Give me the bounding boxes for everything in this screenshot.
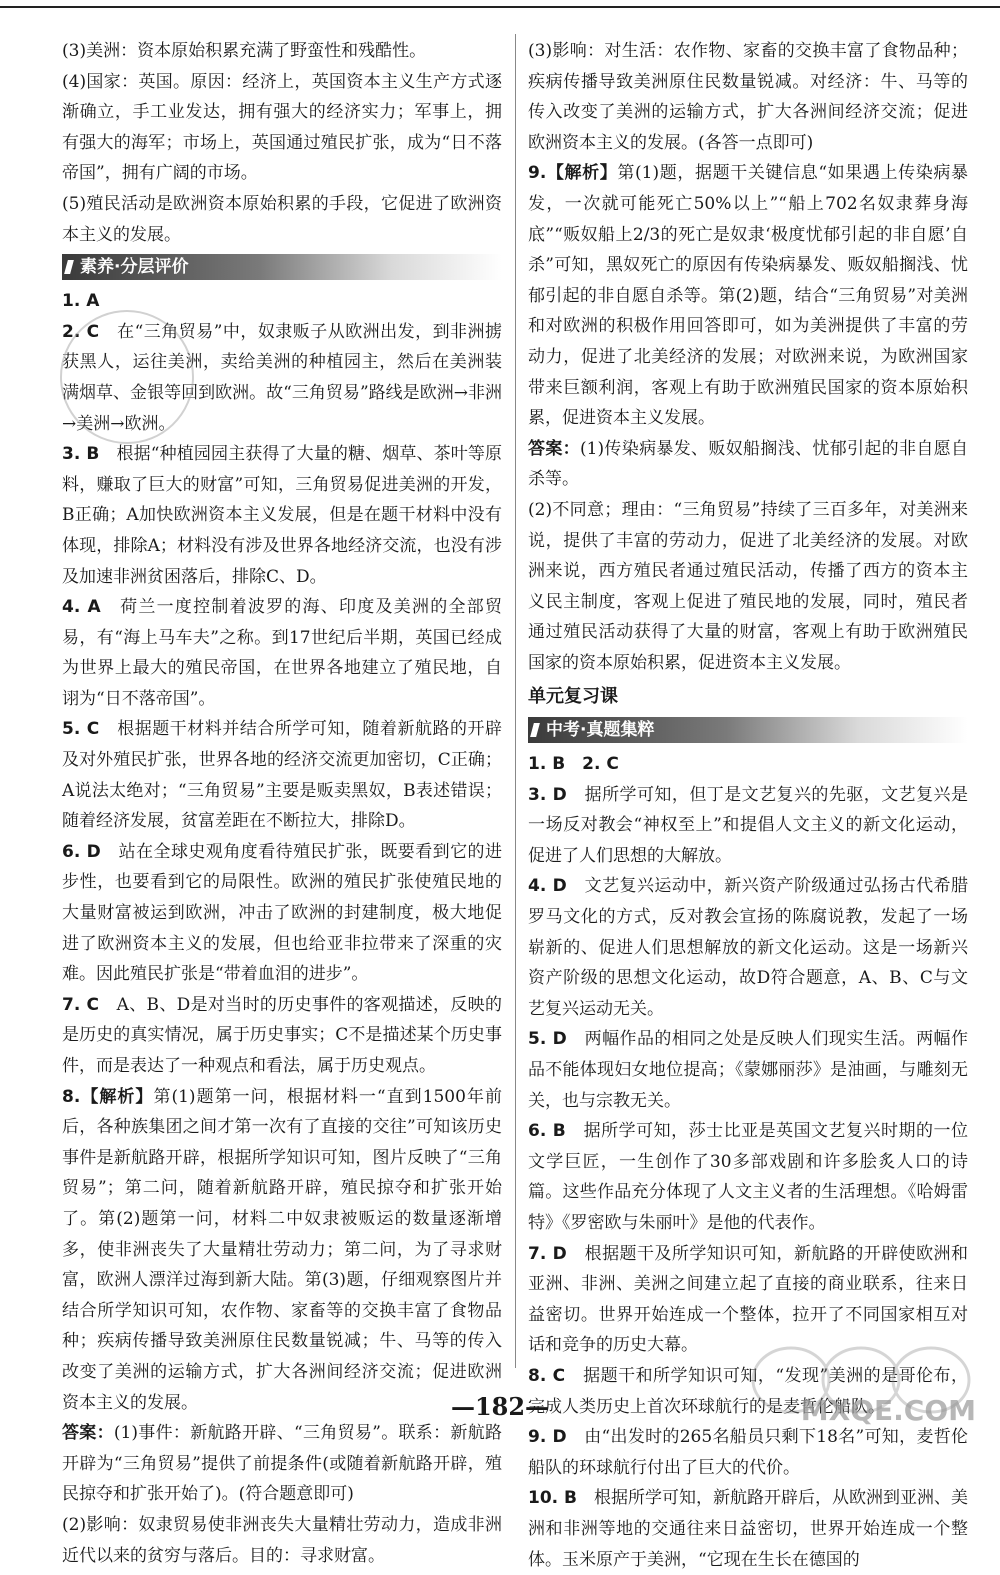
answer-label: 答案：	[528, 438, 580, 459]
item-text: 第(1)题第一问，根据材料一“直到1500年前后，各种族集团之间才第一次有了直接的交往”可知该历史事件是新航路开辟，根据所学知识可知，图片反映了“三角贸易”；第二问，随着新航路开辟，殖民掠夺和扩张开始了。第(2)题第一问，材料二中奴隶被贩运的数量逐渐增多，使非洲丧失了大量精壮劳动力；第二问，为了寻求财富，欧洲人漂洋过海到新大陆。第(3)题，仔细观察图片并结合所学知识可知，农作物、家畜等的交换丰富了食物品种；疾病传播导致美洲原住民数量锐减；牛、马等的传入改变了美洲的运输方式，扩大各洲间经济交流；促进欧洲资本主义的发展。	[62, 1086, 502, 1413]
section-banner: 中考·真题集粹	[528, 717, 968, 743]
answer-item	[528, 1024, 968, 1116]
item-number: 10. B	[528, 1488, 577, 1509]
item-text: 两幅作品的相同之处是反映人们现实生活。两幅作品不能体现妇女地位提高；《蒙娜丽莎》是油画，与雕刻无关，也与宗教无关。	[528, 1029, 968, 1111]
item-text: 据题干和所学知识可知，“发现”美洲的是哥伦布，完成人类历史上首次环球航行的是麦哲伦船队。	[528, 1365, 969, 1417]
item-text: 第(1)题，据题干关键信息“如果遇上传染病暴发，一次就可能死亡50%以上”“船上702名奴隶葬身海底”“贩奴船上2/3的死亡是奴隶‘极度忧郁引起的非自愿’自杀”可知，黑奴死亡的原因有传染病暴发、贩奴船搁浅、忧郁引起的非自愿自杀等。第(2)题，结合“三角贸易”对美洲和对欧洲的积极作用回答即可，如为美洲提供了丰富的劳动力，促进了北美经济的发展；对欧洲来说，为欧洲国家带来巨额利润，客观上有助于欧洲殖民国家的资本原始积累，促进资本主义发展。	[528, 163, 968, 429]
answer-item	[62, 714, 502, 836]
paragraph: (3)美洲：资本原始积累充满了野蛮性和残酷性。	[62, 41, 427, 61]
answer-item	[62, 592, 502, 714]
item-number: 9.【解析】	[528, 163, 618, 184]
left-column	[62, 36, 502, 1571]
item-number: 8.【解析】	[62, 1086, 154, 1107]
answer-item	[528, 871, 968, 1024]
item-text: 站在全球史观角度看待殖民扩张，既要看到它的进步性，也要看到它的局限性。欧洲的殖民扩张使殖民地的大量财富被运到欧洲，冲击了欧洲的封建制度，极大地促进了欧洲资本主义的发展，但也给亚非拉带来了深重的灾难。因此殖民扩张是“带着血泪的进步”。	[62, 841, 502, 985]
answer-item	[528, 1116, 968, 1238]
item-number: 1. A	[62, 291, 100, 312]
item-text: 据所学可知，但丁是文艺复兴的先驱，文艺复兴是一场反对教会“神权至上”和提倡人文主义的新文化运动，促进了人们思想的大解放。	[528, 784, 968, 866]
paragraph: (2)影响：奴隶贸易使非洲丧失大量精壮劳动力，造成非洲近代以来的贫穷与落后。目的：寻求财富。	[62, 1514, 502, 1566]
item-number: 3. D	[528, 784, 567, 805]
item-number: 6. D	[62, 841, 101, 862]
item-text: 荷兰一度控制着波罗的海、印度及美洲的全部贸易，有“海上马车夫”之称。到17世纪后半期，英国已经成为世界上最大的殖民帝国，在世界各地建立了殖民地，自诩为“日不落帝国”。	[62, 597, 502, 709]
item-number: 5. D	[528, 1029, 567, 1050]
answer-item	[528, 780, 968, 872]
item-number: 9. D	[528, 1427, 567, 1448]
item-text: 据所学可知，莎士比亚是英国文艺复兴时期的一位文学巨匠，一生创作了30多部戏剧和许多脍炙人口的诗篇。这些作品充分体现了人文主义者的生活理想。《哈姆雷特》《罗密欧与朱丽叶》是他的代表作。	[528, 1121, 969, 1233]
paragraph: (4)国家：英国。原因：经济上，英国资本主义生产方式逐渐确立，手工业发达，拥有强大的经济实力；军事上，拥有强大的海军；市场上，英国通过殖民扩张，成为“日不落帝国”，拥有广阔的市场。	[62, 71, 502, 184]
item-text: 根据题干及所学知识可知，新航路的开辟使欧洲和亚洲、非洲、美洲之间建立起了直接的商业联系，往来日益密切。世界开始连成一个整体，拉开了不同国家相互对话和竞争的历史大幕。	[528, 1243, 968, 1356]
item-text: 在“三角贸易”中，奴隶贩子从欧洲出发，到非洲掳获黑人，运往美洲，卖给美洲的种植园主，然后在美洲装满烟草、金银等回到欧洲。故“三角贸易”路线是欧洲→非洲→美洲→欧洲。	[62, 321, 503, 434]
item-number: 1. B 2. C	[528, 754, 619, 775]
item-number: 4. A	[62, 597, 101, 618]
answer-item	[528, 749, 968, 780]
item-number: 7. D	[528, 1243, 567, 1264]
section-banner: 素养·分层评价	[62, 254, 502, 280]
item-text: 根据“种植园园主获得了大量的糖、烟草、茶叶等原料，赚取了巨大的财富”可知，三角贸易促进美洲的开发，B正确；A加快欧洲资本主义发展，但是在题干材料中没有体现，排除A；材料没有涉及世界各地经济交流，也没有涉及加速非洲贫困落后，排除C、D。	[62, 444, 502, 587]
answer-label: 答案：	[62, 1423, 114, 1444]
item-text: 由“出发时的265名船员只剩下18名”可知，麦哲伦船队的环球航行付出了巨大的代价。	[528, 1427, 968, 1478]
item-text: (1)事件：新航路开辟、“三角贸易”。联系：新航路开辟为“三角贸易”提供了前提条件(或随着新航路开辟，殖民掠夺和扩张开始了)。(符合题意即可)	[62, 1423, 502, 1505]
item-number: 8. C	[528, 1365, 566, 1386]
item-number: 2. C	[62, 321, 100, 342]
item-number: 4. D	[528, 876, 567, 897]
answer-item	[62, 1082, 502, 1419]
answer-item	[528, 1422, 968, 1483]
answer-item	[528, 158, 968, 433]
section-title: 单元复习课	[528, 686, 618, 708]
paragraph: (3)影响：对生活：农作物、家畜的交换丰富了食物品种；疾病传播导致美洲原住民数量锐减。对经济：牛、马等的传入改变了美洲的运输方式，扩大各洲间经济交流；促进欧洲资本主义的发展。(各答一点即可)	[528, 41, 968, 153]
item-text: A、B、D是对当时的历史事件的客观描述，反映的是历史的真实情况，属于历史事实；C不是描述某个历史事件，而是表达了一种观点和看法，属于历史观点。	[62, 994, 502, 1076]
answer-item	[528, 434, 968, 495]
answer-item	[62, 837, 502, 990]
column-divider	[515, 34, 516, 1368]
item-number: 7. C	[62, 994, 99, 1015]
paragraph: (5)殖民活动是欧洲资本原始积累的手段，它促进了欧洲资本主义的发展。	[62, 193, 502, 245]
item-number: 3. B	[62, 444, 100, 465]
answer-item	[62, 990, 502, 1082]
top-rule	[0, 6, 1000, 8]
item-text: 文艺复兴运动中，新兴资产阶级通过弘扬古代希腊罗马文化的方式，反对教会宣扬的陈腐说教，发起了一场崭新的、促进人们思想解放的新文化运动。这是一场新兴资产阶级的思想文化运动，故D符合题意，A、B、C与文艺复兴运动无关。	[528, 876, 968, 1019]
item-text: 根据所学可知，新航路开辟后，从欧洲到亚洲、美洲和非洲等地的交通往来日益密切，世界开始连成一个整体。玉米原产于美洲，“它现在生长在德国的	[528, 1488, 968, 1570]
answer-item	[62, 439, 502, 592]
item-text: 根据题干材料并结合所学可知，随着新航路的开辟及对外殖民扩张，世界各地的经济交流更加密切，C正确；A说法太绝对；“三角贸易”主要是贩卖黑奴，B表述错误；随着经济发展，贫富差距在不断拉大，排除D。	[62, 719, 503, 832]
item-number: 6. B	[528, 1121, 566, 1142]
item-number: 5. C	[62, 719, 100, 740]
item-text: (1)传染病暴发、贩奴船搁浅、忧郁引起的非自愿自杀等。	[528, 438, 968, 490]
answer-item	[528, 1483, 968, 1575]
answer-item	[62, 1418, 502, 1510]
watermark-text: MXQE.COM	[800, 1394, 976, 1427]
page-number: —182—	[450, 1392, 550, 1421]
paragraph: (2)不同意；理由：“三角贸易”持续了三百多年，对美洲来说，提供了丰富的劳动力，促进了北美经济的发展。对欧洲来说，西方殖民者通过殖民活动，传播了西方的资本主义民主制度，客观上促进了殖民地的发展，同时，殖民者通过殖民活动获得了大量的财富，客观上有助于欧洲殖民国家的资本原始积累，促进资本主义发展。	[528, 499, 968, 673]
